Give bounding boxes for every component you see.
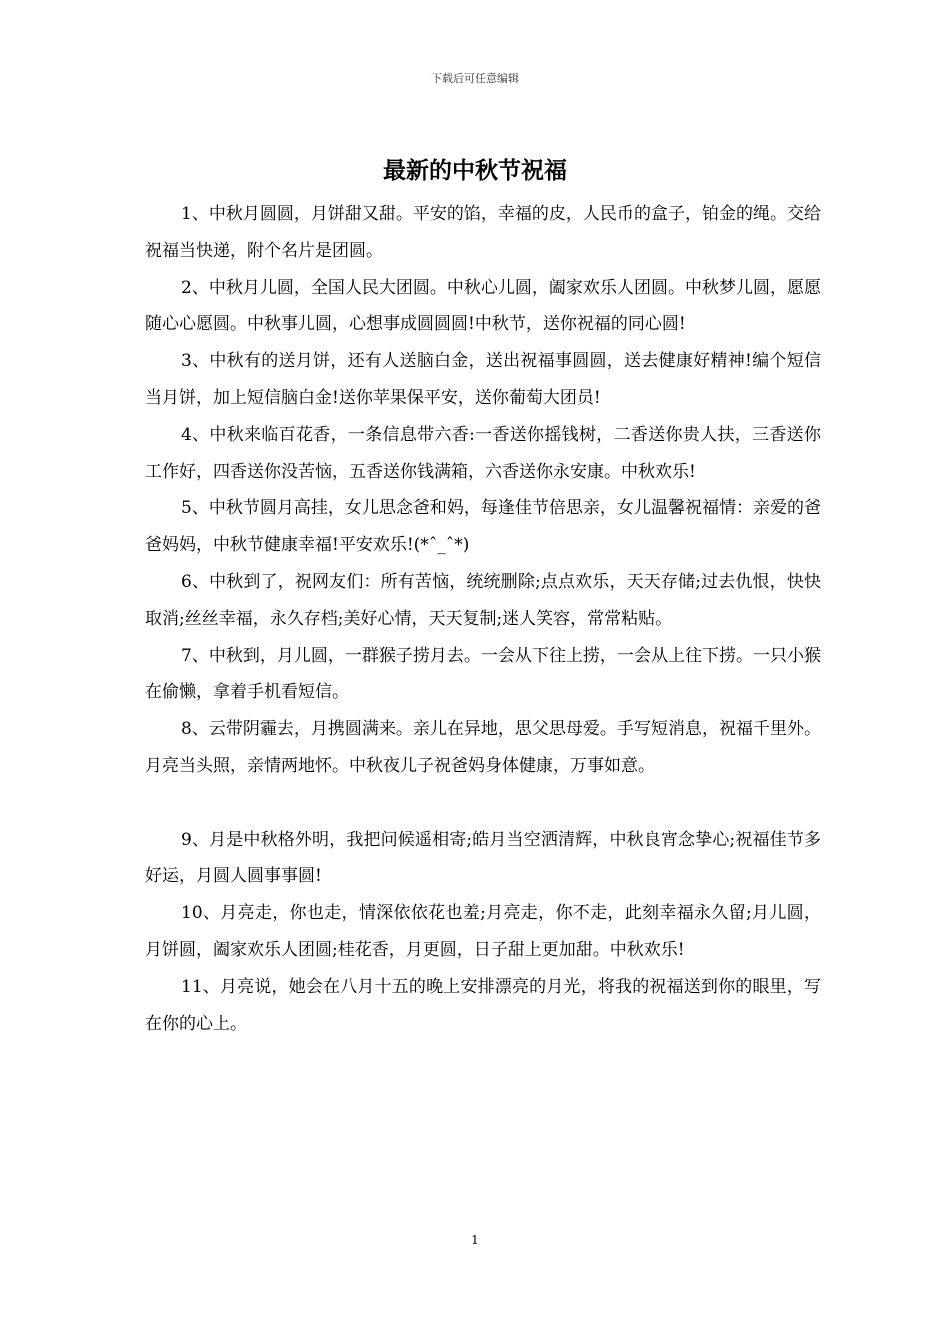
paragraph-spacer: [145, 785, 821, 822]
page-number: 1: [471, 1233, 479, 1247]
document-body: [145, 196, 821, 1042]
blessing-paragraph-3: 3、中秋有的送月饼，还有人送脑白金，送出祝福事圆圆，送去健康好精神!编个短信当月饼，加上短信脑白金!送你苹果保平安，送你葡萄大团员!: [145, 351, 821, 408]
blessing-paragraph-8: 8、云带阴霾去，月携圆满来。亲儿在异地，思父思母爱。手写短消息，祝福千里外。月亮当头照，亲情两地怀。中秋夜儿子祝爸妈身体健康，万事如意。: [145, 719, 821, 776]
blessing-paragraph-11: 11、月亮说，她会在八月十五的晚上安排漂亮的月光，将我的祝福送到你的眼里，写在你的心上。: [145, 976, 821, 1034]
blessing-paragraph-1: 1、中秋月圆圆，月饼甜又甜。平安的馅，幸福的皮，人民币的盒子，铂金的绳。交给祝福当快递，附个名片是团圆。: [145, 204, 821, 261]
blessing-paragraph-5: 5、中秋节圆月高挂，女儿思念爸和妈，每逢佳节倍思亲，女儿温馨祝福情：亲爱的爸爸妈妈，中秋节健康幸福!平安欢乐!(*ˆ_ˆ*): [145, 498, 821, 556]
blessing-paragraph-7: 7、中秋到，月儿圆，一群猴子捞月去。一会从下往上捞，一会从上往下捞。一只小猴在偷懒，拿着手机看短信。: [145, 645, 821, 703]
header-note: 下载后可任意编辑: [431, 72, 519, 85]
blessing-paragraph-9: 9、月是中秋格外明，我把问候遥相寄;皓月当空洒清辉，中秋良宵念挚心;祝福佳节多好运，月圆人圆事事圆!: [145, 829, 821, 887]
blessing-paragraph-10: 10、月亮走，你也走，情深依依花也羞;月亮走，你不走，此刻幸福永久留;月儿圆，月饼圆，阖家欢乐人团圆;桂花香，月更圆，日子甜上更加甜。中秋欢乐!: [145, 903, 821, 960]
blessing-paragraph-6: 6、中秋到了，祝网友们：所有苦恼，统统删除;点点欢乐，天天存储;过去仇恨，快快取消;丝丝幸福，永久存档;美好心情，天天复制;迷人笑容，常常粘贴。: [145, 571, 821, 629]
document-title: 最新的中秋节祝福: [383, 157, 567, 184]
blessing-paragraph-2: 2、中秋月儿圆，全国人民大团圆。中秋心儿圆，阖家欢乐人团圆。中秋梦儿圆，愿愿随心心愿圆。中秋事儿圆，心想事成圆圆圆!中秋节，送你祝福的同心圆!: [145, 277, 821, 335]
blessing-paragraph-4: 4、中秋来临百花香，一条信息带六香:一香送你摇钱树，二香送你贵人扶，三香送你工作好，四香送你没苦恼，五香送你钱满箱，六香送你永安康。中秋欢乐!: [145, 424, 821, 482]
